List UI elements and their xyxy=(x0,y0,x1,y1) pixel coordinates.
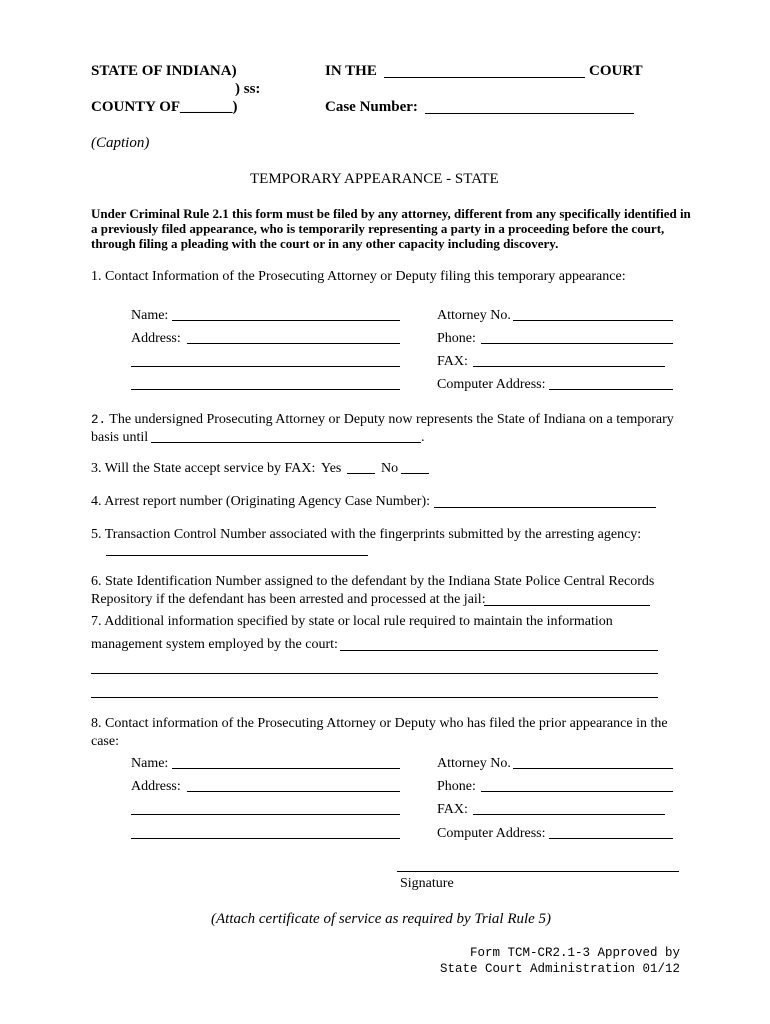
s8-computer-address-line[interactable] xyxy=(549,838,673,839)
s1-address-line-2[interactable] xyxy=(131,366,400,367)
s1-fax-line[interactable] xyxy=(473,366,665,367)
additional-info-line-2[interactable] xyxy=(91,673,658,674)
county-label: COUNTY OF_______) xyxy=(91,99,238,115)
ss-label: ) ss: xyxy=(235,81,261,97)
court-label: COURT xyxy=(589,63,643,79)
section8-line-1: 8. Contact information of the Prosecuting Attorney or Deputy who has filed the prior appearance in the xyxy=(91,716,668,731)
section4-text: 4. Arrest report number (Originating Agency Case Number): xyxy=(91,494,431,509)
section3-text: 3. Will the State accept service by FAX: xyxy=(91,461,316,476)
section2-basis-label: basis until xyxy=(91,430,149,445)
section8-line-2: case: xyxy=(91,734,119,749)
s8-attorney-no-line[interactable] xyxy=(513,768,673,769)
section6-line-2: Repository if the defendant has been arrested and processed at the jail: xyxy=(91,592,486,607)
s1-address-line-1[interactable] xyxy=(187,343,400,344)
s1-computer-address-label: Computer Address: xyxy=(437,377,546,392)
tcn-line[interactable] xyxy=(106,555,368,556)
intro-line-1: Under Criminal Rule 2.1 this form must be filed by any attorney, different from any specifically identified in xyxy=(91,206,691,221)
additional-info-line-3[interactable] xyxy=(91,697,658,698)
fax-yes-label: Yes xyxy=(321,461,342,476)
s8-attorney-no-label: Attorney No. xyxy=(437,756,511,771)
in-the-label: IN THE xyxy=(325,63,377,79)
intro-line-3: through filing a pleading with the court or in any other capacity including discovery. xyxy=(91,236,559,251)
form-number: Form TCM-CR2.1-3 Approved by xyxy=(469,946,680,960)
page-title: TEMPORARY APPEARANCE - STATE xyxy=(250,171,499,187)
intro-line-2: a previously filed appearance, who is temporarily representing a party in a proceeding before the court, xyxy=(91,221,665,236)
section7-line-1: 7. Additional information specified by state or local rule required to maintain the information xyxy=(91,614,613,629)
s8-address-line-2[interactable] xyxy=(131,814,400,815)
s1-attorney-no-label: Attorney No. xyxy=(437,308,511,323)
s8-phone-label: Phone: xyxy=(437,779,476,794)
s1-phone-line[interactable] xyxy=(481,343,673,344)
fax-no-line[interactable] xyxy=(401,473,429,474)
s8-name-label: Name: xyxy=(131,756,169,771)
s8-address-line-3[interactable] xyxy=(131,838,400,839)
s8-address-label: Address: xyxy=(131,779,181,794)
section2-period: . xyxy=(421,430,425,445)
signature-line[interactable] xyxy=(397,871,679,872)
s8-fax-label: FAX: xyxy=(437,802,468,817)
s8-name-line[interactable] xyxy=(172,768,400,769)
case-number-label: Case Number: xyxy=(325,99,418,115)
s8-fax-line[interactable] xyxy=(473,814,665,815)
section6-line-1: 6. State Identification Number assigned to the defendant by the Indiana State Police Central Records xyxy=(91,574,655,589)
signature-label: Signature xyxy=(400,876,454,891)
s1-computer-address-line[interactable] xyxy=(549,389,673,390)
basis-until-line[interactable] xyxy=(151,442,421,443)
court-name-line[interactable] xyxy=(384,77,585,78)
state-label: STATE OF INDIANA) xyxy=(91,63,237,79)
attach-certificate-note: (Attach certificate of service as required by Trial Rule 5) xyxy=(211,911,552,927)
s1-address-line-3[interactable] xyxy=(131,389,400,390)
section2-line-1 xyxy=(91,412,674,428)
section2-number: 2. xyxy=(91,413,107,427)
s8-computer-address-label: Computer Address: xyxy=(437,826,546,841)
s1-fax-label: FAX: xyxy=(437,354,468,369)
s1-name-label: Name: xyxy=(131,308,169,323)
section2-text: The undersigned Prosecuting Attorney or Deputy now represents the State of Indiana on a temporary xyxy=(109,412,674,427)
approval-line: State Court Administration 01/12 xyxy=(439,962,680,976)
fax-no-label: No xyxy=(381,461,399,476)
s1-address-label: Address: xyxy=(131,331,181,346)
fax-yes-line[interactable] xyxy=(347,473,375,474)
section7-line-2: management system employed by the court: xyxy=(91,637,338,652)
section1-heading: 1. Contact Information of the Prosecuting Attorney or Deputy filing this temporary appearance: xyxy=(91,269,626,284)
s1-name-line[interactable] xyxy=(172,320,400,321)
s1-phone-label: Phone: xyxy=(437,331,476,346)
case-number-line[interactable] xyxy=(425,113,634,114)
arrest-report-line[interactable] xyxy=(434,507,656,508)
s1-attorney-no-line[interactable] xyxy=(513,320,673,321)
additional-info-line-1[interactable] xyxy=(340,650,658,651)
s8-address-line-1[interactable] xyxy=(187,791,400,792)
caption-label: (Caption) xyxy=(91,135,150,151)
sid-line[interactable] xyxy=(484,605,650,606)
section5-text: 5. Transaction Control Number associated with the fingerprints submitted by the arresting agency: xyxy=(91,527,642,542)
s8-phone-line[interactable] xyxy=(481,791,673,792)
